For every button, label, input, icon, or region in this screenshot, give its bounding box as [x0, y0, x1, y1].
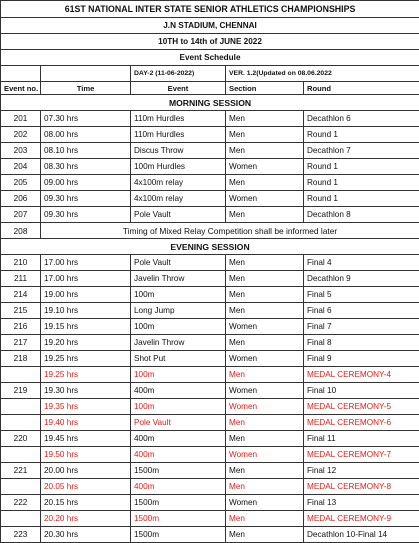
- event-section: Women: [226, 159, 304, 175]
- table-row: [1, 319, 419, 335]
- event-name: 400m: [131, 479, 226, 495]
- event-number: 206: [1, 191, 41, 207]
- event-number: 211: [1, 271, 41, 287]
- event-section: Men: [226, 479, 304, 495]
- event-round: Final 9: [304, 351, 419, 367]
- event-time: 08.30 hrs: [41, 159, 131, 175]
- table-row: [1, 335, 419, 351]
- table-row: [1, 383, 419, 399]
- evening-session-heading: EVENING SESSION: [1, 239, 419, 255]
- event-name: 1500m: [131, 463, 226, 479]
- event-round: Decathlon 9: [304, 271, 419, 287]
- table-row: [1, 431, 419, 447]
- table-row: [1, 367, 419, 383]
- table-row: [1, 255, 419, 271]
- table-row: [1, 287, 419, 303]
- event-number: [1, 511, 41, 527]
- event-round: Final 5: [304, 287, 419, 303]
- column-header-row: [1, 82, 419, 95]
- event-round: MEDAL CEREMONY-6: [304, 415, 419, 431]
- version-label: VER. 1.2(Updated on 08.06.2022: [226, 66, 419, 82]
- event-name: 400m: [131, 431, 226, 447]
- event-number: 203: [1, 143, 41, 159]
- event-name: 110m Hurdles: [131, 111, 226, 127]
- event-time: 19.15 hrs: [41, 319, 131, 335]
- event-section: Men: [226, 111, 304, 127]
- event-number: 201: [1, 111, 41, 127]
- event-section: Women: [226, 351, 304, 367]
- table-row: [1, 527, 419, 543]
- event-section: Men: [226, 527, 304, 543]
- event-section: Women: [226, 447, 304, 463]
- table-row: [1, 511, 419, 527]
- table-row: [1, 191, 419, 207]
- event-name: 100m Hurdles: [131, 159, 226, 175]
- mixed-relay-note: Timing of Mixed Relay Competition shall be informed later: [41, 223, 419, 239]
- event-time: 07.30 hrs: [41, 111, 131, 127]
- event-round: Final 4: [304, 255, 419, 271]
- table-row: [1, 447, 419, 463]
- event-number: [1, 479, 41, 495]
- event-number: [1, 399, 41, 415]
- event-section: Men: [226, 335, 304, 351]
- event-number: 215: [1, 303, 41, 319]
- event-name: 1500m: [131, 495, 226, 511]
- document-title: Event Schedule: [1, 50, 419, 66]
- event-section: Men: [226, 431, 304, 447]
- event-time: 19.10 hrs: [41, 303, 131, 319]
- event-time: 08.00 hrs: [41, 127, 131, 143]
- event-section: Men: [226, 287, 304, 303]
- event-name: Javelin Throw: [131, 335, 226, 351]
- event-number: 204: [1, 159, 41, 175]
- mixed-relay-note-row: [1, 223, 419, 239]
- event-name: 100m: [131, 367, 226, 383]
- event-time: 19.35 hrs: [41, 399, 131, 415]
- event-round: Final 7: [304, 319, 419, 335]
- event-name: Javelin Throw: [131, 271, 226, 287]
- event-number: 218: [1, 351, 41, 367]
- event-name: 100m: [131, 319, 226, 335]
- event-time: 09.30 hrs: [41, 207, 131, 223]
- event-round: Decathlon 10-Final 14: [304, 527, 419, 543]
- event-round: Final 10: [304, 383, 419, 399]
- event-number: 208: [1, 223, 41, 239]
- event-name: Long Jump: [131, 303, 226, 319]
- event-name: Shot Put: [131, 351, 226, 367]
- event-number: 219: [1, 383, 41, 399]
- table-row: [1, 351, 419, 367]
- table-row: [1, 111, 419, 127]
- event-section: Men: [226, 207, 304, 223]
- event-time: 19.20 hrs: [41, 335, 131, 351]
- event-name: Pole Vault: [131, 255, 226, 271]
- event-number: 210: [1, 255, 41, 271]
- event-number: 217: [1, 335, 41, 351]
- event-round: MEDAL CEREMONY-5: [304, 399, 419, 415]
- event-section: Men: [226, 255, 304, 271]
- event-section: Women: [226, 495, 304, 511]
- table-row: [1, 271, 419, 287]
- event-section: Men: [226, 127, 304, 143]
- event-round: Final 6: [304, 303, 419, 319]
- event-time: 09.00 hrs: [41, 175, 131, 191]
- event-time: 19.50 hrs: [41, 447, 131, 463]
- event-round: Decathlon 7: [304, 143, 419, 159]
- event-section: Women: [226, 319, 304, 335]
- date-range: 10TH to 14th of JUNE 2022: [1, 34, 419, 50]
- event-time: 19.45 hrs: [41, 431, 131, 447]
- event-round: Round 1: [304, 175, 419, 191]
- event-section: Men: [226, 463, 304, 479]
- event-round: Round 1: [304, 191, 419, 207]
- event-number: 216: [1, 319, 41, 335]
- event-name: Discus Throw: [131, 143, 226, 159]
- event-number: 202: [1, 127, 41, 143]
- event-section: Men: [226, 303, 304, 319]
- event-round: Round 1: [304, 127, 419, 143]
- event-name: 400m: [131, 383, 226, 399]
- col-event-no: Event no.: [1, 82, 41, 95]
- event-name: 4x100m relay: [131, 175, 226, 191]
- event-name: 1500m: [131, 527, 226, 543]
- table-row: [1, 207, 419, 223]
- event-round: MEDAL CEREMONY-8: [304, 479, 419, 495]
- event-time: 20.15 hrs: [41, 495, 131, 511]
- event-section: Men: [226, 271, 304, 287]
- table-row: [1, 495, 419, 511]
- event-section: Women: [226, 399, 304, 415]
- event-time: 20.30 hrs: [41, 527, 131, 543]
- event-round: MEDAL CEREMONY-7: [304, 447, 419, 463]
- table-row: [1, 127, 419, 143]
- event-time: 19.00 hrs: [41, 287, 131, 303]
- event-section: Men: [226, 511, 304, 527]
- event-name: 4x100m relay: [131, 191, 226, 207]
- event-section: Men: [226, 175, 304, 191]
- event-number: 221: [1, 463, 41, 479]
- event-number: 205: [1, 175, 41, 191]
- table-row: [1, 143, 419, 159]
- event-number: 214: [1, 287, 41, 303]
- event-number: 222: [1, 495, 41, 511]
- event-section: Women: [226, 383, 304, 399]
- event-number: [1, 447, 41, 463]
- event-number: [1, 367, 41, 383]
- table-row: [1, 399, 419, 415]
- event-time: 09.30 hrs: [41, 191, 131, 207]
- event-time: 19.25 hrs: [41, 351, 131, 367]
- event-number: [1, 415, 41, 431]
- event-round: MEDAL CEREMONY-9: [304, 511, 419, 527]
- event-time: 08.10 hrs: [41, 143, 131, 159]
- event-time: 20.20 hrs: [41, 511, 131, 527]
- table-row: [1, 175, 419, 191]
- event-round: MEDAL CEREMONY-4: [304, 367, 419, 383]
- table-row: [1, 479, 419, 495]
- event-number: 207: [1, 207, 41, 223]
- event-time: 20.00 hrs: [41, 463, 131, 479]
- event-round: Round 1: [304, 159, 419, 175]
- event-number: 223: [1, 527, 41, 543]
- event-section: Men: [226, 415, 304, 431]
- event-name: 110m Hurdles: [131, 127, 226, 143]
- event-section: Men: [226, 367, 304, 383]
- event-section: Women: [226, 191, 304, 207]
- event-time: 17.00 hrs: [41, 271, 131, 287]
- event-round: Decathlon 6: [304, 111, 419, 127]
- event-round: Decathlon 8: [304, 207, 419, 223]
- event-name: 100m: [131, 399, 226, 415]
- event-name: Pole Vault: [131, 415, 226, 431]
- event-section: Men: [226, 143, 304, 159]
- event-round: Final 12: [304, 463, 419, 479]
- event-name: 1500m: [131, 511, 226, 527]
- day-label: DAY-2 (11-06-2022): [131, 66, 226, 82]
- event-round: Final 8: [304, 335, 419, 351]
- event-time: 19.25 hrs: [41, 367, 131, 383]
- col-time: Time: [41, 82, 131, 95]
- table-row: [1, 463, 419, 479]
- event-time: 20.05 hrs: [41, 479, 131, 495]
- col-section: Section: [226, 82, 304, 95]
- event-time: 19.40 hrs: [41, 415, 131, 431]
- event-name: 400m: [131, 447, 226, 463]
- event-time: 19.30 hrs: [41, 383, 131, 399]
- event-round: Final 11: [304, 431, 419, 447]
- event-round: Final 13: [304, 495, 419, 511]
- col-event: Event: [131, 82, 226, 95]
- championship-title: 61ST NATIONAL INTER STATE SENIOR ATHLETICS CHAMPIONSHIPS: [1, 1, 419, 18]
- col-round: Round: [304, 82, 419, 95]
- table-row: [1, 415, 419, 431]
- event-number: 220: [1, 431, 41, 447]
- morning-session-heading: MORNING SESSION: [1, 95, 419, 111]
- venue: J.N STADIUM, CHENNAI: [1, 18, 419, 34]
- event-name: 100m: [131, 287, 226, 303]
- event-name: Pole Vault: [131, 207, 226, 223]
- event-time: 17.00 hrs: [41, 255, 131, 271]
- table-row: [1, 303, 419, 319]
- table-row: [1, 159, 419, 175]
